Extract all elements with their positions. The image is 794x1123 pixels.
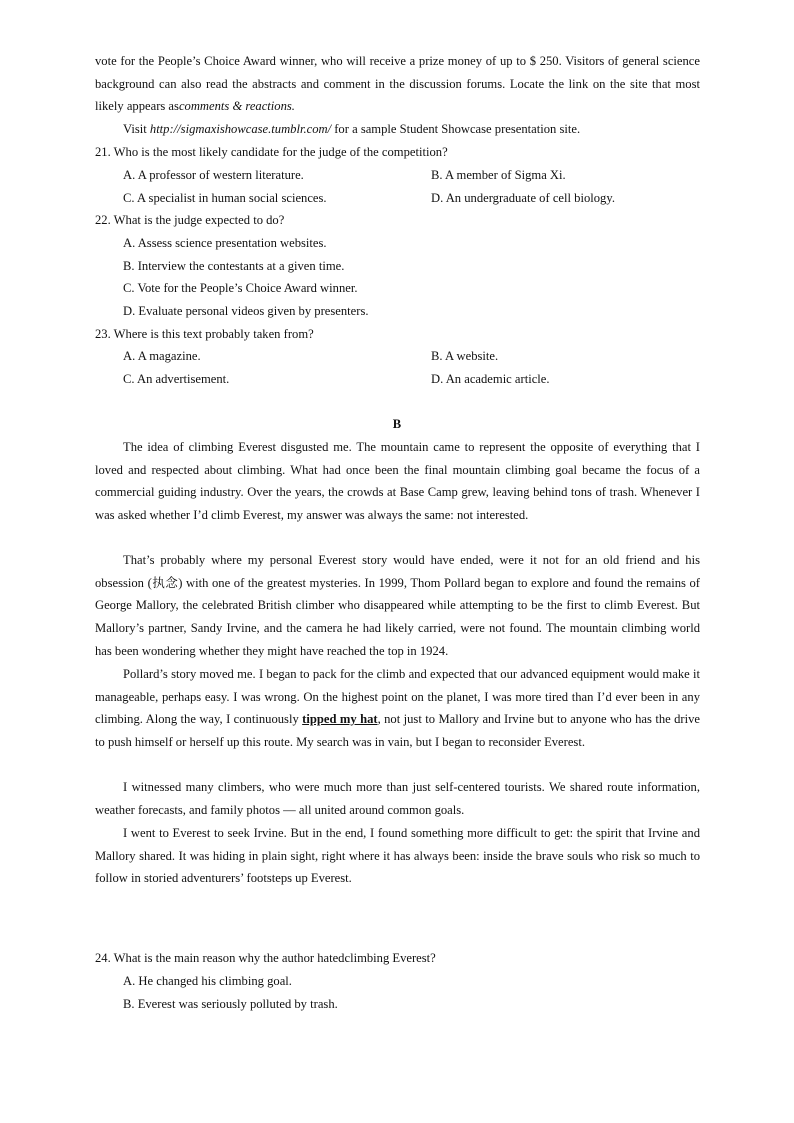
showcase-link[interactable]: http://sigmaxishowcase.tumblr.com/ — [149, 122, 332, 136]
visit-prefix: Visit — [123, 122, 150, 136]
question-24-option-b: B. Everest was seriously polluted by trash. — [123, 997, 338, 1011]
visit-suffix: for a sample Student Showcase presentation site. — [331, 122, 581, 136]
question-23-option-a: A. A magazine. — [123, 349, 201, 363]
question-22-option-a: A. Assess science presentation websites. — [123, 236, 327, 250]
passage-a-closing-paragraph — [95, 50, 700, 118]
question-21-option-c: C. A specialist in human social sciences. — [123, 191, 327, 205]
question-22-option-d: D. Evaluate personal videos given by presenters. — [123, 304, 369, 318]
passage-b-paragraph-2: That’s probably where my personal Everest story would have ended, were it not for an old friend and his obsession (执念) with one of the greatest mysteries. In 1999, Thom Pollard began to explore and found the remains of George Mallory, the celebrated British climber who disappeared while attempting to be the first to climb Everest. But Mallory’s partner, Sandy Irvine, and the camera he had likely carried, were not found. The mountain climbing world has been wondering whether they might have reached the top in 1924. — [95, 553, 700, 658]
question-23-stem: 23. Where is this text probably taken from? — [95, 327, 314, 341]
passage-b-paragraph-1: The idea of climbing Everest disgusted me. The mountain came to represent the opposite of everything that I loved and respected about climbing. What had once been the final mountain climbing goal became the focus of a commercial guiding industry. Over the years, the crowds at Base Camp grew, leaving behind tons of trash. Whenever I was asked whether I’d climb Everest, my answer was always the same: not interested. — [95, 440, 700, 523]
question-22-option-c: C. Vote for the People’s Choice Award winner. — [123, 281, 358, 295]
tipped-my-hat-phrase: tipped my hat — [302, 712, 378, 727]
section-b-heading: B — [392, 417, 402, 431]
passage-b-paragraph-3 — [95, 663, 700, 754]
question-21-stem: 21. Who is the most likely candidate for the judge of the competition? — [95, 145, 448, 159]
question-22-stem: 22. What is the judge expected to do? — [95, 213, 285, 227]
question-23-option-d: D. An academic article. — [431, 372, 550, 386]
question-23-option-c: C. An advertisement. — [123, 372, 230, 386]
visit-line — [123, 118, 580, 141]
paragraph-3-text-start: Pollard’s story moved me. I began to pack for the climb and expected that our advanced equipment would make it manageable, perhaps easy. I was wrong. On the highest point on the planet, I was more tired than I’d ever been in any climbing. Along the way, I continuously — [95, 667, 700, 727]
question-23-option-b: B. A website. — [431, 349, 499, 363]
paragraph-3-text-end: , not just to Mallory and Irvine but to anyone who has the drive to push himself or herself up this route. My search was in vain, but I began to reconsider Everest. — [95, 712, 700, 750]
question-24-option-a: A. He changed his climbing goal. — [123, 974, 292, 988]
comments-reactions-phrase: comments & reactions. — [178, 99, 295, 114]
passage-b-paragraph-5: I went to Everest to seek Irvine. But in the end, I found something more difficult to get: the spirit that Irvine and Mallory shared. It was hiding in plain sight, right where it has always been: inside the brave souls who risk so much to follow in storied adventurers’ footsteps up Everest. — [95, 826, 700, 886]
question-21-option-b: B. A member of Sigma Xi. — [431, 168, 566, 182]
question-22-option-b: B. Interview the contestants at a given time. — [123, 259, 345, 273]
question-24-stem: 24. What is the main reason why the author hatedclimbing Everest? — [95, 951, 436, 965]
question-21-option-d: D. An undergraduate of cell biology. — [431, 191, 615, 205]
passage-a-text: vote for the People’s Choice Award winner, who will receive a prize money of up to $ 250. Visitors of general science background can also read the abstracts and comment in the discussion forums. Locate the link on the site that most likely appears as — [95, 54, 700, 114]
question-21-option-a: A. A professor of western literature. — [123, 168, 304, 182]
passage-b-paragraph-4: I witnessed many climbers, who were much more than just self-centered tourists. We shared route information, weather forecasts, and family photos — all united around common goals. — [95, 780, 700, 817]
